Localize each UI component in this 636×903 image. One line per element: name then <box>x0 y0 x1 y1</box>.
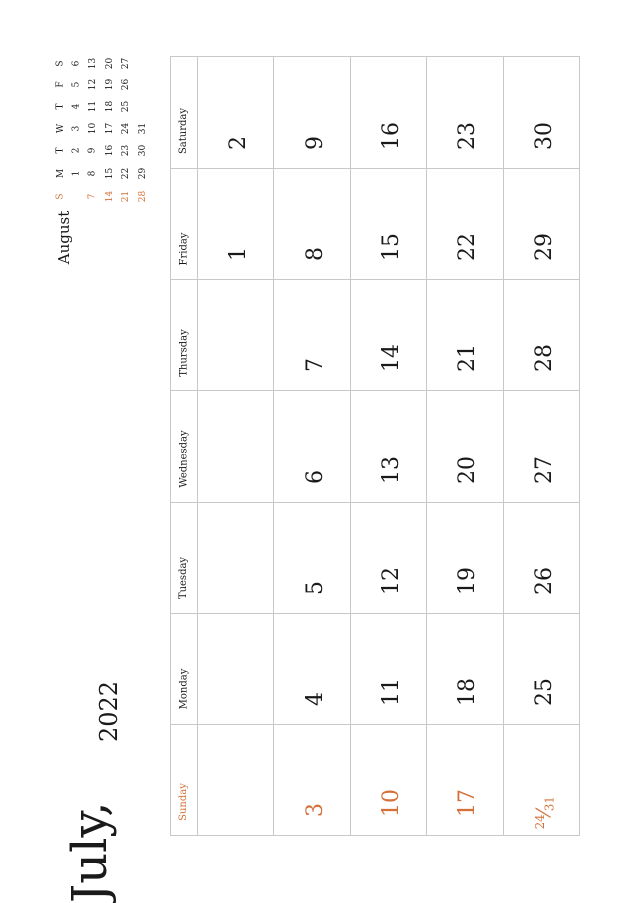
day-number-3: 3 <box>302 803 328 817</box>
mini-day-11: 11 <box>87 100 98 112</box>
day-number-16: 16 <box>379 122 404 151</box>
day-number-18: 18 <box>455 677 481 706</box>
weekday-wednesday: Wednesday <box>178 430 190 488</box>
year-title: 2022 <box>95 680 123 742</box>
mini-day-28: 28 <box>137 190 148 202</box>
grid-row-line <box>171 613 579 614</box>
grid-row-line <box>171 724 579 725</box>
mini-day-31: 31 <box>137 122 148 134</box>
day-number-8: 8 <box>302 247 328 262</box>
day-number-20: 20 <box>455 455 481 484</box>
mini-day-14: 14 <box>104 190 115 202</box>
day-number-21: 21 <box>455 344 481 373</box>
day-number-31: 31 <box>542 795 557 811</box>
mini-day-20: 20 <box>104 57 115 69</box>
weekday-monday: Monday <box>177 668 189 710</box>
day-number-13: 13 <box>379 455 404 484</box>
mini-day-7: 7 <box>87 193 98 199</box>
mini-day-26: 26 <box>120 78 131 90</box>
day-number-9: 9 <box>302 136 328 151</box>
grid-column-line <box>426 57 427 835</box>
mini-header-4: T <box>55 102 66 110</box>
day-number-12: 12 <box>379 566 404 595</box>
weekday-tuesday: Tuesday <box>178 556 190 599</box>
mini-day-22: 22 <box>120 167 131 179</box>
month-grid <box>170 56 580 836</box>
day-number-28: 28 <box>531 344 557 373</box>
day-number-22: 22 <box>455 233 481 262</box>
mini-header-5: F <box>55 80 66 88</box>
mini-day-13: 13 <box>87 57 98 69</box>
day-number-15: 15 <box>379 233 404 262</box>
day-cell-combined <box>533 796 556 829</box>
mini-header-0: S <box>55 192 66 200</box>
weekday-sunday: Sunday <box>177 783 189 821</box>
mini-day-19: 19 <box>104 78 115 90</box>
day-number-25: 25 <box>531 677 557 706</box>
grid-column-line <box>350 57 351 835</box>
grid-row-line <box>171 502 579 503</box>
weekday-thursday: Thursday <box>178 329 190 377</box>
mini-day-8: 8 <box>87 170 98 176</box>
day-number-14: 14 <box>379 344 404 373</box>
mini-calendar-title: August <box>54 210 73 264</box>
mini-day-18: 18 <box>104 100 115 112</box>
day-number-26: 26 <box>531 566 557 595</box>
day-number-23: 23 <box>455 122 481 151</box>
day-number-10: 10 <box>379 789 404 817</box>
mini-day-1: 1 <box>71 170 82 176</box>
day-number-11: 11 <box>379 677 404 706</box>
mini-day-30: 30 <box>137 144 148 156</box>
day-number-27: 27 <box>531 455 557 484</box>
weekday-friday: Friday <box>177 232 189 266</box>
day-number-29: 29 <box>531 233 557 262</box>
grid-column-line <box>197 57 198 835</box>
mini-day-3: 3 <box>71 125 82 131</box>
mini-day-9: 9 <box>87 147 98 153</box>
grid-column-line <box>273 57 274 835</box>
mini-header-3: W <box>55 123 66 133</box>
mini-day-24: 24 <box>120 122 131 134</box>
day-number-1: 1 <box>226 247 252 262</box>
mini-day-4: 4 <box>71 103 82 109</box>
mini-day-16: 16 <box>104 144 115 156</box>
day-number-24: 24 <box>533 813 548 829</box>
mini-header-6: S <box>55 59 66 67</box>
month-title: July, <box>62 801 118 903</box>
day-number-2: 2 <box>226 136 252 151</box>
day-number-4: 4 <box>302 691 328 706</box>
mini-day-15: 15 <box>104 167 115 179</box>
calendar-title <box>30 660 140 903</box>
grid-row-line <box>171 390 579 391</box>
mini-day-10: 10 <box>87 122 98 134</box>
mini-header-1: M <box>55 168 66 178</box>
mini-day-17: 17 <box>104 122 115 134</box>
weekday-saturday: Saturday <box>178 108 190 155</box>
mini-day-6: 6 <box>71 60 82 66</box>
day-number-17: 17 <box>455 789 481 817</box>
day-number-19: 19 <box>455 566 481 595</box>
mini-header-2: T <box>55 146 66 154</box>
mini-day-12: 12 <box>87 78 98 90</box>
grid-row-line <box>171 279 579 280</box>
day-number-7: 7 <box>302 358 328 373</box>
day-number-6: 6 <box>302 469 328 484</box>
mini-day-27: 27 <box>120 57 131 69</box>
mini-day-2: 2 <box>71 147 82 153</box>
mini-day-21: 21 <box>120 190 131 202</box>
mini-day-5: 5 <box>71 81 82 87</box>
mini-day-29: 29 <box>137 167 148 179</box>
grid-row-line <box>171 168 579 169</box>
day-number-30: 30 <box>531 122 557 151</box>
day-number-5: 5 <box>302 580 328 595</box>
mini-day-23: 23 <box>120 144 131 156</box>
mini-day-25: 25 <box>120 100 131 112</box>
grid-column-line <box>503 57 504 835</box>
fraction-slash: ⁄ <box>531 810 556 814</box>
